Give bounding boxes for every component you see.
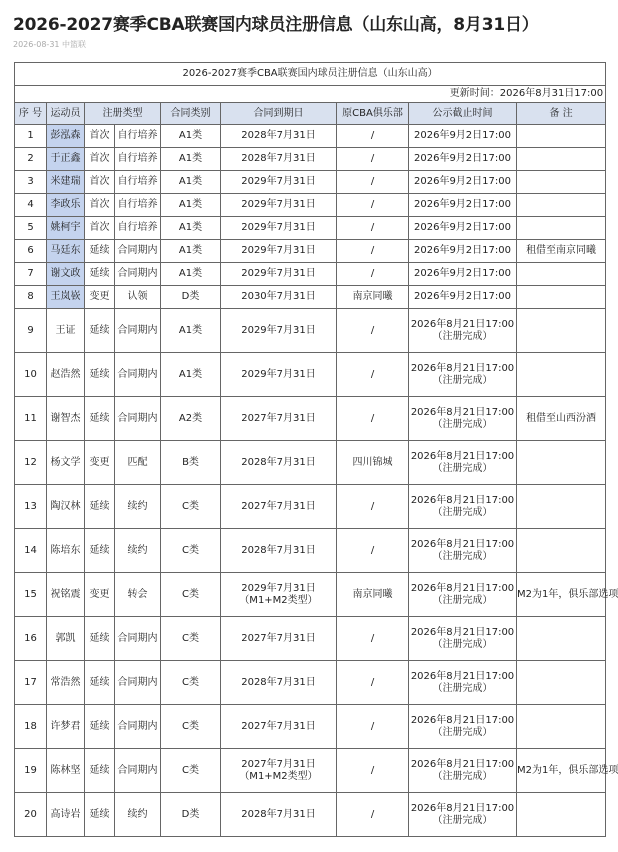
cell-expiry	[221, 441, 337, 485]
cell-no: 19	[15, 749, 47, 793]
cell-deadline-line: （注册完成）	[432, 506, 493, 518]
cell-note	[517, 529, 606, 573]
cell-note	[517, 263, 606, 286]
cell-expiry	[221, 485, 337, 529]
cell-expiry	[221, 309, 337, 353]
cell-athlete: 常浩然	[47, 661, 85, 705]
cell-deadline-line: 2026年8月21日17:00	[410, 714, 515, 726]
cell-no: 18	[15, 705, 47, 749]
cell-deadline-line: 2026年8月21日17:00	[410, 758, 515, 770]
cell-note	[517, 793, 606, 837]
registration-table	[14, 62, 618, 837]
cell-contract-type: C类	[161, 705, 221, 749]
cell-expiry-line: 2027年7月31日	[241, 412, 316, 424]
cell-orig-club: /	[337, 749, 409, 793]
cell-note	[517, 441, 606, 485]
cell-athlete: 彭泓森	[47, 125, 85, 148]
cell-no: 5	[15, 217, 47, 240]
cell-expiry-line: 2029年7月31日	[241, 199, 316, 210]
cell-note	[517, 309, 606, 353]
cell-reg-subtype: 自行培养	[115, 125, 161, 148]
table-row	[15, 529, 606, 573]
cell-deadline	[409, 485, 517, 529]
cell-reg-subtype: 合同期内	[115, 263, 161, 286]
cell-reg-type: 延续	[85, 749, 115, 793]
cell-deadline	[409, 125, 517, 148]
cell-contract-type: A1类	[161, 240, 221, 263]
cell-deadline-line: （注册完成）	[432, 462, 493, 474]
table-row	[15, 309, 606, 353]
cell-deadline-line: 2026年9月2日17:00	[414, 222, 511, 233]
table-row	[15, 240, 606, 263]
header-deadline: 公示截止时间	[409, 103, 517, 125]
cell-contract-type: C类	[161, 573, 221, 617]
cell-reg-type: 延续	[85, 240, 115, 263]
cell-expiry-line: 2028年7月31日	[241, 456, 316, 468]
cell-deadline-line: 2026年9月2日17:00	[414, 130, 511, 141]
header-no: 序 号	[15, 103, 47, 125]
cell-orig-club: /	[337, 125, 409, 148]
cell-deadline-line: （注册完成）	[432, 770, 493, 782]
cell-athlete: 杨文学	[47, 441, 85, 485]
cell-deadline-line: 2026年9月2日17:00	[414, 176, 511, 187]
cell-expiry	[221, 240, 337, 263]
cell-no: 7	[15, 263, 47, 286]
cell-deadline-line: 2026年8月21日17:00	[410, 538, 515, 550]
cell-expiry	[221, 217, 337, 240]
cell-expiry	[221, 148, 337, 171]
cell-no: 1	[15, 125, 47, 148]
cell-note	[517, 171, 606, 194]
cell-athlete: 陈林坚	[47, 749, 85, 793]
cell-expiry	[221, 263, 337, 286]
cell-deadline	[409, 286, 517, 309]
table-row	[15, 286, 606, 309]
cell-deadline-line: （注册完成）	[432, 726, 493, 738]
cell-athlete: 王岚嵚	[47, 286, 85, 309]
cell-reg-subtype: 续约	[115, 485, 161, 529]
cell-contract-type: A1类	[161, 125, 221, 148]
cell-reg-subtype: 认领	[115, 286, 161, 309]
update-time: 更新时间：2026年8月31日17:00	[15, 86, 606, 103]
cell-expiry-line: 2027年7月31日	[241, 758, 316, 770]
cell-deadline-line: （注册完成）	[432, 374, 493, 386]
header-athlete: 运动员	[47, 103, 85, 125]
cell-expiry-line: 2030年7月31日	[241, 291, 316, 302]
cell-expiry	[221, 125, 337, 148]
cell-note	[517, 353, 606, 397]
cell-expiry	[221, 573, 337, 617]
cell-deadline	[409, 441, 517, 485]
header-expiry: 合同到期日	[221, 103, 337, 125]
cell-reg-subtype: 合同期内	[115, 661, 161, 705]
cell-athlete: 米建瑞	[47, 171, 85, 194]
cell-athlete: 许梦君	[47, 705, 85, 749]
table-row	[15, 749, 606, 793]
table-row	[15, 573, 606, 617]
cell-expiry	[221, 749, 337, 793]
cell-reg-type: 延续	[85, 353, 115, 397]
cell-reg-type: 延续	[85, 793, 115, 837]
cell-reg-subtype: 合同期内	[115, 617, 161, 661]
cell-deadline-line: 2026年9月2日17:00	[414, 268, 511, 279]
cell-deadline	[409, 793, 517, 837]
cell-contract-type: C类	[161, 749, 221, 793]
cell-no: 8	[15, 286, 47, 309]
cell-orig-club: /	[337, 705, 409, 749]
cell-deadline-line: （注册完成）	[432, 638, 493, 650]
cell-athlete: 赵浩然	[47, 353, 85, 397]
cell-deadline-line: （注册完成）	[432, 682, 493, 694]
cell-expiry	[221, 617, 337, 661]
cell-deadline	[409, 194, 517, 217]
cell-orig-club: 四川锦城	[337, 441, 409, 485]
cell-contract-type: C类	[161, 529, 221, 573]
cell-no: 3	[15, 171, 47, 194]
cell-deadline	[409, 240, 517, 263]
cell-contract-type: A1类	[161, 148, 221, 171]
cell-expiry-line: （M1+M2类型）	[239, 770, 318, 782]
cell-deadline	[409, 617, 517, 661]
cell-expiry-line: 2029年7月31日	[241, 368, 316, 380]
cell-athlete: 祝铭震	[47, 573, 85, 617]
cell-contract-type: D类	[161, 793, 221, 837]
cell-reg-type: 变更	[85, 441, 115, 485]
cell-expiry-line: 2028年7月31日	[241, 130, 316, 141]
cell-expiry	[221, 793, 337, 837]
cell-no: 10	[15, 353, 47, 397]
table-row	[15, 793, 606, 837]
header-reg-type: 注册类型	[85, 103, 161, 125]
cell-expiry-line: 2029年7月31日	[241, 245, 316, 256]
article-meta: 2026-08-31 中篮联	[13, 40, 87, 49]
cell-expiry-line: 2028年7月31日	[241, 544, 316, 556]
cell-contract-type: A1类	[161, 194, 221, 217]
cell-orig-club: /	[337, 240, 409, 263]
cell-orig-club: /	[337, 353, 409, 397]
cell-orig-club: 南京同曦	[337, 573, 409, 617]
cell-deadline	[409, 749, 517, 793]
table-row	[15, 397, 606, 441]
cell-deadline	[409, 529, 517, 573]
cell-deadline	[409, 661, 517, 705]
cell-athlete: 王证	[47, 309, 85, 353]
cell-reg-subtype: 续约	[115, 793, 161, 837]
cell-expiry-line: 2027年7月31日	[241, 720, 316, 732]
cell-deadline-line: 2026年8月21日17:00	[410, 406, 515, 418]
header-note: 备 注	[517, 103, 606, 125]
cell-reg-subtype: 转会	[115, 573, 161, 617]
cell-note	[517, 125, 606, 148]
cell-deadline	[409, 217, 517, 240]
cell-note	[517, 194, 606, 217]
cell-deadline	[409, 397, 517, 441]
header-row	[15, 103, 606, 125]
cell-expiry-line: 2028年7月31日	[241, 808, 316, 820]
cell-expiry-line: 2027年7月31日	[241, 500, 316, 512]
cell-expiry-line: 2028年7月31日	[241, 676, 316, 688]
cell-no: 17	[15, 661, 47, 705]
cell-reg-type: 延续	[85, 529, 115, 573]
cell-reg-subtype: 匹配	[115, 441, 161, 485]
cell-deadline-line: 2026年8月21日17:00	[410, 670, 515, 682]
cell-expiry-line: 2029年7月31日	[241, 176, 316, 187]
cell-deadline	[409, 353, 517, 397]
cell-deadline	[409, 309, 517, 353]
cell-note: 租借至山西汾酒	[517, 397, 606, 441]
cell-deadline	[409, 705, 517, 749]
cell-expiry-line: 2029年7月31日	[241, 268, 316, 279]
cell-athlete: 于正鑫	[47, 148, 85, 171]
cell-expiry	[221, 194, 337, 217]
cell-reg-subtype: 自行培养	[115, 217, 161, 240]
cell-expiry-line: 2029年7月31日	[241, 582, 316, 594]
cell-orig-club: /	[337, 397, 409, 441]
header-orig-club: 原CBA俱乐部	[337, 103, 409, 125]
cell-orig-club: /	[337, 217, 409, 240]
cell-contract-type: B类	[161, 441, 221, 485]
cell-deadline-line: （注册完成）	[432, 814, 493, 826]
cell-reg-type: 首次	[85, 194, 115, 217]
cell-athlete: 高诗岩	[47, 793, 85, 837]
cell-orig-club: /	[337, 309, 409, 353]
cell-deadline-line: 2026年8月21日17:00	[410, 582, 515, 594]
cell-orig-club: /	[337, 148, 409, 171]
cell-expiry	[221, 661, 337, 705]
cell-reg-type: 延续	[85, 309, 115, 353]
cell-no: 2	[15, 148, 47, 171]
cell-contract-type: C类	[161, 617, 221, 661]
cell-contract-type: A1类	[161, 171, 221, 194]
table-row	[15, 441, 606, 485]
table-row	[15, 705, 606, 749]
cell-deadline-line: 2026年9月2日17:00	[414, 153, 511, 164]
cell-contract-type: A1类	[161, 309, 221, 353]
table-row	[15, 171, 606, 194]
cell-athlete: 谢文政	[47, 263, 85, 286]
cell-note	[517, 617, 606, 661]
cell-orig-club: /	[337, 529, 409, 573]
cell-athlete: 郭凯	[47, 617, 85, 661]
table-row	[15, 217, 606, 240]
table-row	[15, 485, 606, 529]
cell-expiry	[221, 705, 337, 749]
cell-reg-type: 首次	[85, 125, 115, 148]
cell-deadline-line: （注册完成）	[432, 418, 493, 430]
cell-reg-subtype: 合同期内	[115, 397, 161, 441]
cell-athlete: 陶汉林	[47, 485, 85, 529]
cell-deadline	[409, 171, 517, 194]
cell-reg-subtype: 自行培养	[115, 148, 161, 171]
cell-note	[517, 705, 606, 749]
cell-reg-type: 延续	[85, 263, 115, 286]
cell-reg-subtype: 合同期内	[115, 309, 161, 353]
table-row	[15, 353, 606, 397]
table-row	[15, 263, 606, 286]
cell-reg-type: 首次	[85, 171, 115, 194]
cell-reg-type: 延续	[85, 485, 115, 529]
cell-deadline-line: 2026年8月21日17:00	[410, 802, 515, 814]
table-row	[15, 661, 606, 705]
cell-note	[517, 286, 606, 309]
cell-expiry-line: 2029年7月31日	[241, 222, 316, 233]
cell-contract-type: D类	[161, 286, 221, 309]
cell-deadline-line: 2026年9月2日17:00	[414, 291, 511, 302]
cell-expiry-line: 2028年7月31日	[241, 153, 316, 164]
cell-deadline-line: 2026年8月21日17:00	[410, 362, 515, 374]
cell-deadline	[409, 263, 517, 286]
cell-deadline-line: （注册完成）	[432, 594, 493, 606]
cell-reg-subtype: 自行培养	[115, 194, 161, 217]
cell-reg-subtype: 合同期内	[115, 705, 161, 749]
cell-expiry-line: 2027年7月31日	[241, 632, 316, 644]
cell-reg-type: 首次	[85, 148, 115, 171]
cell-deadline	[409, 148, 517, 171]
cell-contract-type: C类	[161, 485, 221, 529]
cell-athlete: 陈培东	[47, 529, 85, 573]
cell-deadline-line: 2026年8月21日17:00	[410, 626, 515, 638]
cell-deadline	[409, 573, 517, 617]
cell-orig-club: /	[337, 661, 409, 705]
cell-expiry	[221, 171, 337, 194]
cell-reg-type: 延续	[85, 617, 115, 661]
cell-note	[517, 148, 606, 171]
cell-orig-club: /	[337, 485, 409, 529]
cell-expiry	[221, 353, 337, 397]
table-row	[15, 148, 606, 171]
cell-contract-type: A1类	[161, 263, 221, 286]
cell-orig-club: /	[337, 617, 409, 661]
cell-no: 13	[15, 485, 47, 529]
cell-no: 11	[15, 397, 47, 441]
cell-deadline-line: 2026年9月2日17:00	[414, 199, 511, 210]
cell-contract-type: A2类	[161, 397, 221, 441]
cell-note	[517, 217, 606, 240]
cell-note: M2为1年，俱乐部选项	[517, 573, 606, 617]
table-row	[15, 125, 606, 148]
cell-reg-type: 延续	[85, 661, 115, 705]
cell-expiry-line: （M1+M2类型）	[239, 594, 318, 606]
cell-reg-subtype: 合同期内	[115, 240, 161, 263]
cell-expiry-line: 2029年7月31日	[241, 324, 316, 336]
cell-orig-club: /	[337, 194, 409, 217]
cell-deadline-line: （注册完成）	[432, 330, 493, 342]
cell-no: 9	[15, 309, 47, 353]
cell-reg-type: 首次	[85, 217, 115, 240]
cell-no: 14	[15, 529, 47, 573]
cell-no: 4	[15, 194, 47, 217]
cell-orig-club: /	[337, 263, 409, 286]
cell-note: 租借至南京同曦	[517, 240, 606, 263]
cell-athlete: 姚柯宇	[47, 217, 85, 240]
cell-orig-club: 南京同曦	[337, 286, 409, 309]
cell-expiry	[221, 397, 337, 441]
cell-reg-subtype: 合同期内	[115, 749, 161, 793]
cell-deadline-line: 2026年8月21日17:00	[410, 318, 515, 330]
cell-note	[517, 485, 606, 529]
cell-athlete: 马廷东	[47, 240, 85, 263]
cell-reg-type: 变更	[85, 286, 115, 309]
cell-contract-type: A1类	[161, 217, 221, 240]
table-title: 2026-2027赛季CBA联赛国内球员注册信息（山东山高）	[15, 63, 606, 86]
cell-deadline-line: 2026年8月21日17:00	[410, 494, 515, 506]
article-title: 2026-2027赛季CBA联赛国内球员注册信息（山东山高，8月31日）	[13, 15, 539, 35]
table-row	[15, 617, 606, 661]
cell-athlete: 李政乐	[47, 194, 85, 217]
cell-deadline-line: 2026年9月2日17:00	[414, 245, 511, 256]
cell-contract-type: A1类	[161, 353, 221, 397]
cell-expiry	[221, 529, 337, 573]
cell-reg-subtype: 合同期内	[115, 353, 161, 397]
cell-reg-type: 变更	[85, 573, 115, 617]
cell-no: 15	[15, 573, 47, 617]
cell-no: 20	[15, 793, 47, 837]
table-row	[15, 194, 606, 217]
cell-no: 12	[15, 441, 47, 485]
cell-contract-type: C类	[161, 661, 221, 705]
cell-reg-type: 延续	[85, 397, 115, 441]
cell-no: 6	[15, 240, 47, 263]
cell-no: 16	[15, 617, 47, 661]
cell-note: M2为1年，俱乐部选项	[517, 749, 606, 793]
cell-reg-type: 延续	[85, 705, 115, 749]
cell-reg-subtype: 续约	[115, 529, 161, 573]
cell-orig-club: /	[337, 793, 409, 837]
cell-reg-subtype: 自行培养	[115, 171, 161, 194]
cell-orig-club: /	[337, 171, 409, 194]
cell-expiry	[221, 286, 337, 309]
cell-deadline-line: 2026年8月21日17:00	[410, 450, 515, 462]
cell-deadline-line: （注册完成）	[432, 550, 493, 562]
header-contract-type: 合同类别	[161, 103, 221, 125]
cell-athlete: 谢智杰	[47, 397, 85, 441]
cell-note	[517, 661, 606, 705]
